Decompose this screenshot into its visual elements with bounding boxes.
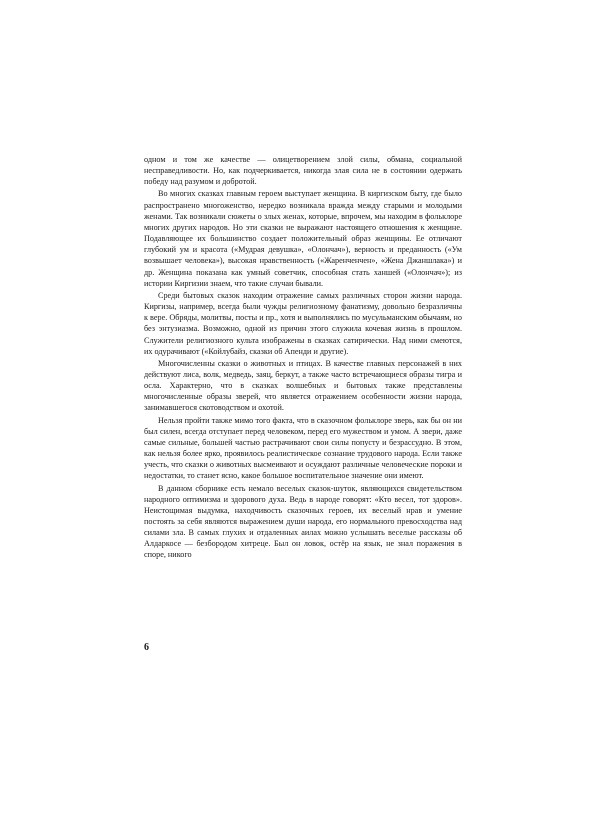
paragraph-3: Среди бытовых сказок находим отражение самых различных сторон жизни народа. Киргизы, например, всегда были чужды религиозному фанатизму, довольно безразличны к вере. Обряды, молитвы, посты и пр., хотя и выполнялись по мусульманским обычаям, но без энтузиазма. Возможно, одной из причин этого служила кочевая жизнь в прошлом. Служители религиозного культа изображены в сказках сатирически. Над ними смеются, их одурачивают («Койлубайз, сказки об Апенди и другие). [144, 290, 462, 356]
paragraph-2: Во многих сказках главным героем выступает женщина. В киргизском быту, где было распространено многоженство, нередко возникала вражда между старыми и молодыми женами. Так возникали сюжеты о злых женах, которые, впрочем, мы находим в фольклоре многих других народов. Но эти сказки не выражают настоящего отношения к женщине. Подавляющее их большинство создает положительный образ женщины. Ее отличают глубокий ум и красота («Мудрая девушка», «Олончач»), верность и преданность («Ум возвышает человека»), высокая нравственность («Жаренченчен», «Жена Джаншлака») и др. Женщина показана как умный советчик, способная стать ханшей («Олончач»); из истории Киргизии знаем, что такие случаи бывали. [144, 189, 462, 288]
paragraph-6: В данном сборнике есть немало веселых сказок-шуток, являющихся свидетельством народного оптимизма и здорового духа. Ведь в народе говорят: «Кто весел, тот здоров». Неистощимая выдумка, находчивость сказочных героев, их веселый нрав и умение постоять за себя являются выражением души народа, его нормального превосходства над силами зла. В самых глухих и отдаленных аилах можно услышать веселые рассказы об Алдаркосе — безбородом хитреце. Был он ловок, остёр на язык, не знал поражения в споре, никого [144, 483, 462, 560]
page-number: 6 [144, 642, 149, 653]
document-body [144, 154, 462, 561]
paragraph-4: Многочисленны сказки о животных и птицах. В качестве главных персонажей в них действуют лиса, волк, медведь, заяц, беркут, а также часто встречающиеся образы тигра и осла. Характерно, что в сказках волшебных и бытовых также представлены многочисленные образы зверей, что является отражением особенности жизни народа, занимавшегося скотоводством и охотой. [144, 358, 462, 413]
paragraph-1: одном и том же качестве — олицетворением злой силы, обмана, социальной несправедливости. Но, как подчеркивается, никогда злая сила не в состоянии одержать победу над разумом и добротой. [144, 155, 462, 187]
paragraph-5: Нельзя пройти также мимо того факта, что в сказочном фольклоре зверь, как бы он ни был силен, всегда отступает перед человеком, перед его мужеством и умом. А звери, даже самые сильные, большей частью растрачивают свои силы попусту и безрассудно. В этом, как нельзя более ярко, проявилось реалистическое сознание трудового народа. Если также учесть, что сказки о животных высмеивают и осуждают различные человеческие пороки и недостатки, то станет ясно, какое большое воспитательное значение они имеют. [144, 415, 462, 481]
